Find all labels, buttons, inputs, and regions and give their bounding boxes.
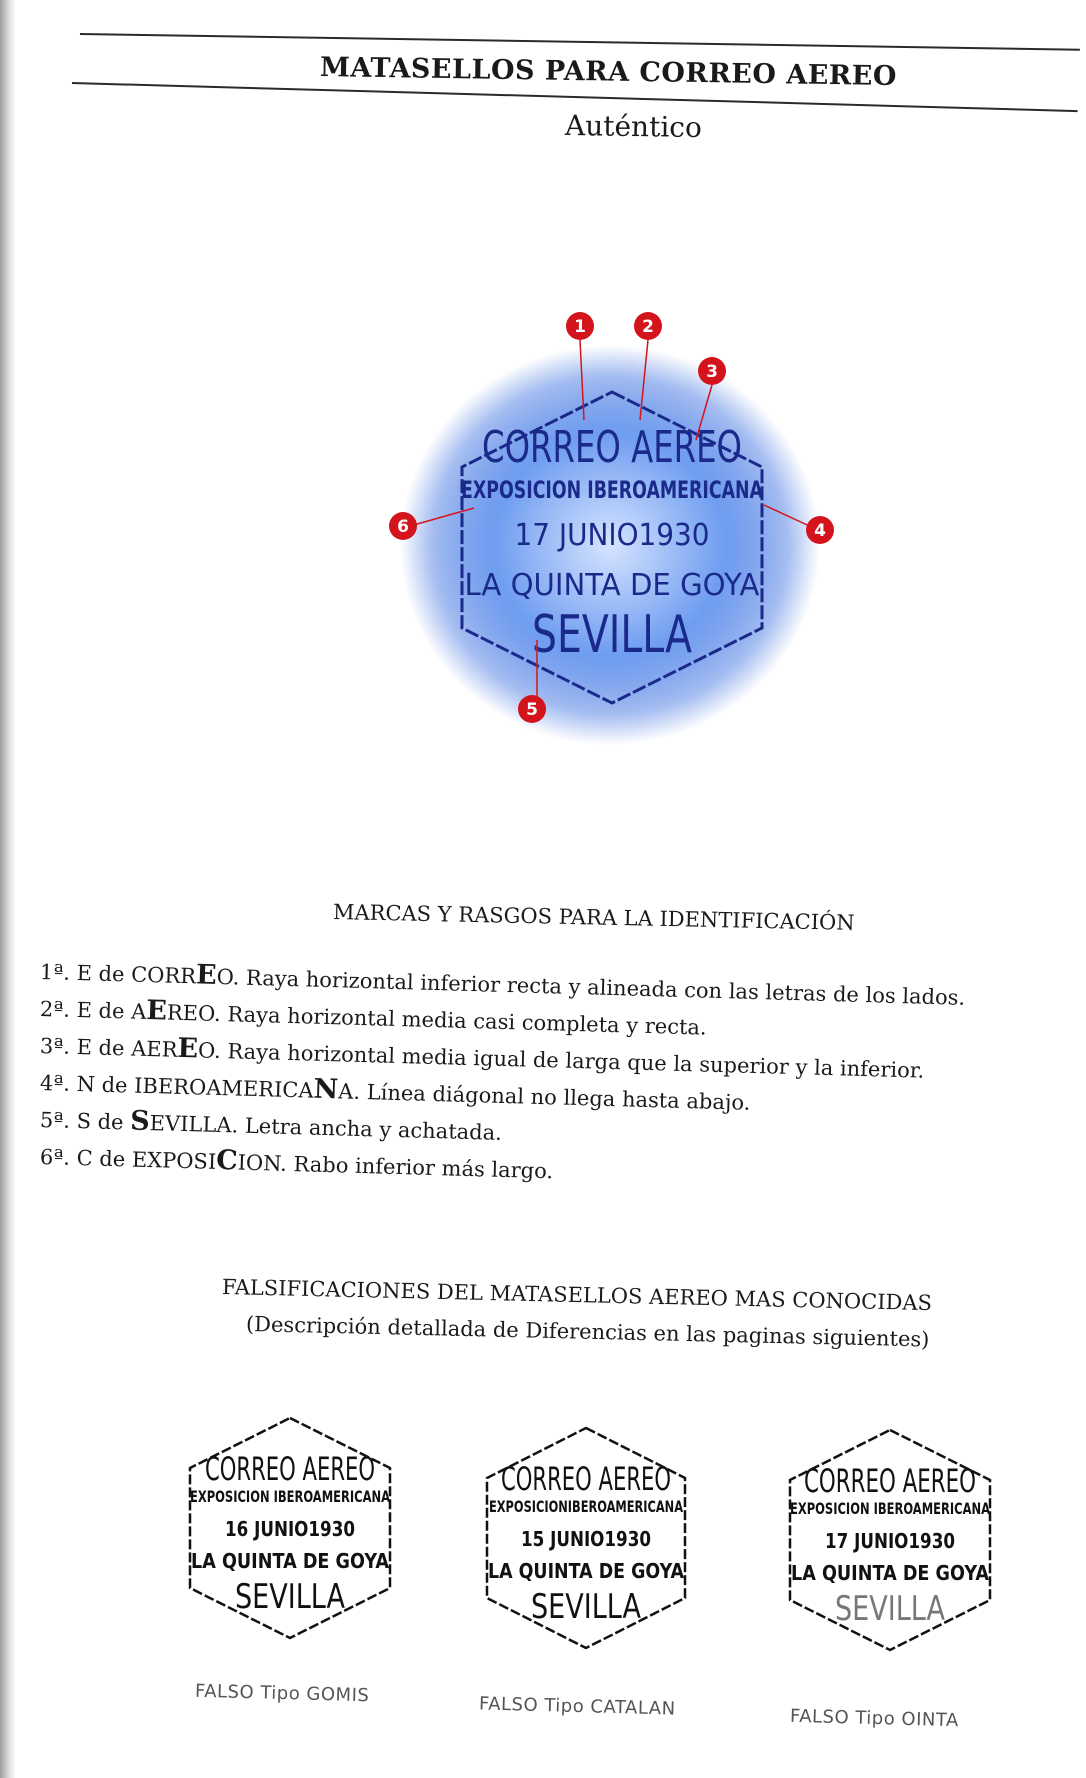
page-title: MATASELLOS PARA CORREO AEREO <box>319 52 898 93</box>
stamp-line-date: 17 JUNIO1930 <box>514 518 710 553</box>
authentic-stamp <box>389 312 834 745</box>
svg-text:6: 6 <box>397 517 409 537</box>
svg-text:SEVILLA: SEVILLA <box>835 1589 945 1629</box>
svg-text:4: 4 <box>814 521 826 541</box>
stamp-line-sevilla: SEVILLA <box>532 605 693 665</box>
svg-text:2: 2 <box>642 317 654 337</box>
caption-ointa: FALSO Tipo OINTA <box>789 1705 960 1732</box>
forgery-stamp-gomis <box>190 1418 390 1638</box>
forgery-stamp-catalan <box>487 1428 685 1648</box>
svg-text:3: 3 <box>706 362 718 382</box>
svg-text:EXPOSICIONIBEROAMERICANA: EXPOSICIONIBEROAMERICANA <box>489 1497 684 1516</box>
svg-text:15 JUNIO1930: 15 JUNIO1930 <box>521 1527 651 1551</box>
svg-text:CORREO AEREO: CORREO AEREO <box>501 1460 671 1498</box>
caption-gomis: FALSO Tipo GOMIS <box>194 1680 370 1707</box>
svg-text:SEVILLA: SEVILLA <box>531 1587 641 1627</box>
svg-text:LA QUINTA DE GOYA: LA QUINTA DE GOYA <box>791 1561 990 1585</box>
identification-item-6: 6ª. C de EXPOSICION. Rabo inferior más largo. <box>39 1144 554 1184</box>
identification-item-3: 3ª. E de AEREO. Raya horizontal media igual de larga que la superior y la inferior. <box>39 1032 925 1083</box>
identification-item-1: 1ª. E de CORREO. Raya horizontal inferior recta y alineada con las letras de los lados. <box>39 959 966 1010</box>
forgeries-subheading: (Descripción detallada de Diferencias en las paginas siguientes) <box>245 1312 930 1352</box>
marker-5 <box>518 695 546 723</box>
svg-text:LA QUINTA DE GOYA: LA QUINTA DE GOYA <box>191 1549 390 1573</box>
identification-item-2: 2ª. E de AEREO. Raya horizontal media casi completa y recta. <box>39 994 708 1040</box>
caption-catalan: FALSO Tipo CATALAN <box>478 1693 676 1720</box>
svg-text:5: 5 <box>526 700 538 720</box>
marker-4 <box>806 516 834 544</box>
page-subtitle: Auténtico <box>564 108 703 145</box>
stamp-line-correo-aereo: CORREO AEREO <box>482 422 742 473</box>
marker-2 <box>634 312 662 340</box>
svg-text:EXPOSICION IBEROAMERICANA: EXPOSICION IBEROAMERICANA <box>790 1499 991 1518</box>
stamp-line-quinta-goya: LA QUINTA DE GOYA <box>464 568 760 603</box>
svg-text:16 JUNIO1930: 16 JUNIO1930 <box>225 1517 355 1541</box>
identification-heading: MARCAS Y RASGOS PARA LA IDENTIFICACIÓN <box>332 900 855 935</box>
marker-3 <box>698 357 726 385</box>
svg-text:17 JUNIO1930: 17 JUNIO1930 <box>825 1529 955 1553</box>
marker-1 <box>566 312 594 340</box>
svg-text:CORREO AEREO: CORREO AEREO <box>205 1450 375 1488</box>
forgery-stamp-ointa <box>790 1430 990 1650</box>
svg-text:SEVILLA: SEVILLA <box>235 1577 345 1617</box>
identification-item-4: 4ª. N de IBEROAMERICANA. Línea diágonal no llega hasta abajo. <box>39 1071 751 1115</box>
stamp-line-exposicion: EXPOSICION IBEROAMERICANA <box>461 476 764 504</box>
svg-text:EXPOSICION IBEROAMERICANA: EXPOSICION IBEROAMERICANA <box>190 1487 391 1506</box>
forgeries-heading: FALSIFICACIONES DEL MATASELLOS AEREO MAS CONOCIDAS <box>221 1275 933 1316</box>
marker-6 <box>389 512 417 540</box>
svg-text:CORREO AEREO: CORREO AEREO <box>804 1462 976 1500</box>
identification-item-5: 5ª. S de SEVILLA. Letra ancha y achatada. <box>39 1105 503 1145</box>
svg-text:1: 1 <box>574 317 586 337</box>
svg-text:LA QUINTA DE GOYA: LA QUINTA DE GOYA <box>488 1559 685 1583</box>
